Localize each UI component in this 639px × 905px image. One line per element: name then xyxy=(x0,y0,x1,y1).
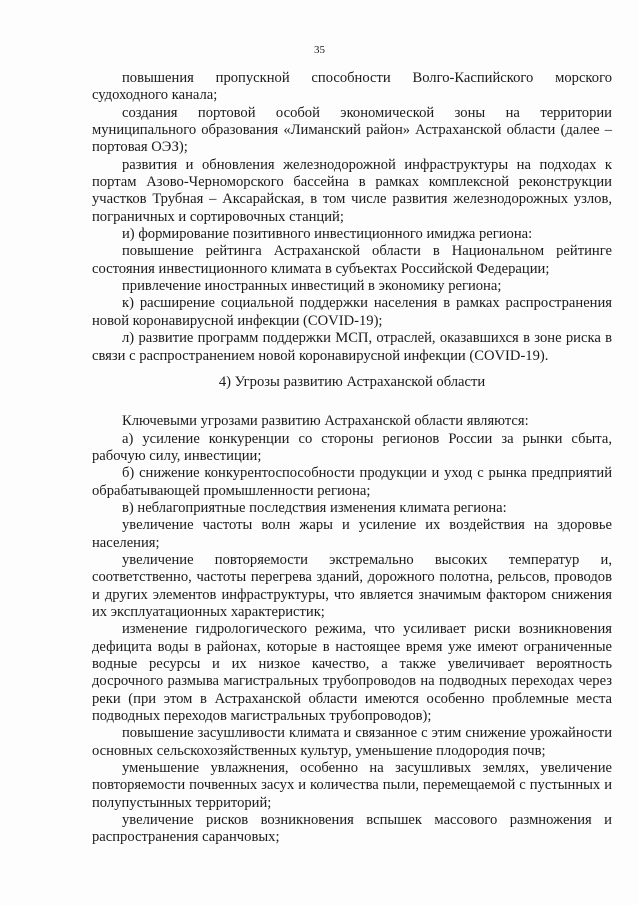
paragraph: в) неблагоприятные последствия изменения климата региона: xyxy=(122,499,507,516)
paragraph: увеличение повторяемости экстремально высоких температур и, соответственно, частоты перегрева зданий, дорожного полотна, рельсов, проводов и других элементов инфраструктуры, что является значимым фактором снижения их эксплуатационных характеристик; xyxy=(92,551,612,620)
paragraph: повышение засушливости климата и связанное с этим снижение урожайности основных сельскохозяйственных культур, уменьшение плодородия почв; xyxy=(92,725,612,759)
paragraph: создания портовой особой экономической зоны на территории муниципального образования «Лиманский район» Астраханской области (далее – портовая ОЭЗ); xyxy=(92,104,612,156)
paragraph: увеличение частоты волн жары и усиление их воздействия на здоровье населения; xyxy=(92,517,612,551)
paragraph: уменьшение увлажнения, особенно на засушливых землях, увеличение повторяемости почвенных засух и количества пыли, перемещаемой с пустынных и полупустынных территорий; xyxy=(92,760,612,811)
section-heading: 4) Угрозы развитию Астраханской области xyxy=(218,373,486,390)
paragraph: б) снижение конкурентоспособности продукции и уход с рынка предприятий обрабатывающей промышленности региона; xyxy=(92,465,612,499)
paragraph: и) формирование позитивного инвестиционного имиджа региона: xyxy=(122,226,533,243)
document-body xyxy=(92,70,612,847)
paragraph: л) развитие программ поддержки МСП, отраслей, оказавшихся в зоне риска в связи с распространением новой коронавирусной инфекции (COVID-19). xyxy=(92,330,612,364)
paragraph: к) расширение социальной поддержки населения в рамках распространения новой коронавирусной инфекции (COVID-19); xyxy=(92,295,612,329)
paragraph: повышения пропускной способности Волго-Каспийского морского судоходного канала; xyxy=(92,70,612,104)
paragraph: а) усиление конкуренции со стороны регионов России за рынки сбыта, рабочую силу, инвестиции; xyxy=(92,430,612,464)
paragraph: Ключевыми угрозами развитию Астраханской области являются: xyxy=(122,413,529,430)
paragraph: привлечение иностранных инвестиций в экономику региона; xyxy=(122,278,502,295)
paragraph: повышение рейтинга Астраханской области в Национальном рейтинге состояния инвестиционного климата в субъектах Российской Федерации; xyxy=(92,243,612,277)
paragraph: увеличение рисков возникновения вспышек массового размножения и распространения саранчовых; xyxy=(92,812,612,846)
paragraph: развития и обновления железнодорожной инфраструктуры на подходах к портам Азово-Черноморского бассейна в рамках комплексной реконструкции участков Трубная – Аксарайская, в том числе развития железнодорожных узлов, пограничных и сортировочных станций; xyxy=(92,156,612,225)
page-number: 35 xyxy=(314,44,325,56)
paragraph: изменение гидрологического режима, что усиливает риски возникновения дефицита воды в районах, которые в настоящее время уже имеют ограниченные водные ресурсы и их низкое качество, а также увеличивает вероятность досрочного размыва магистральных трубопроводов на подводных переходах через реки (при этом в Астраханской области имеются особенно проблемные места подводных переходов магистральных трубопроводов); xyxy=(92,621,612,725)
